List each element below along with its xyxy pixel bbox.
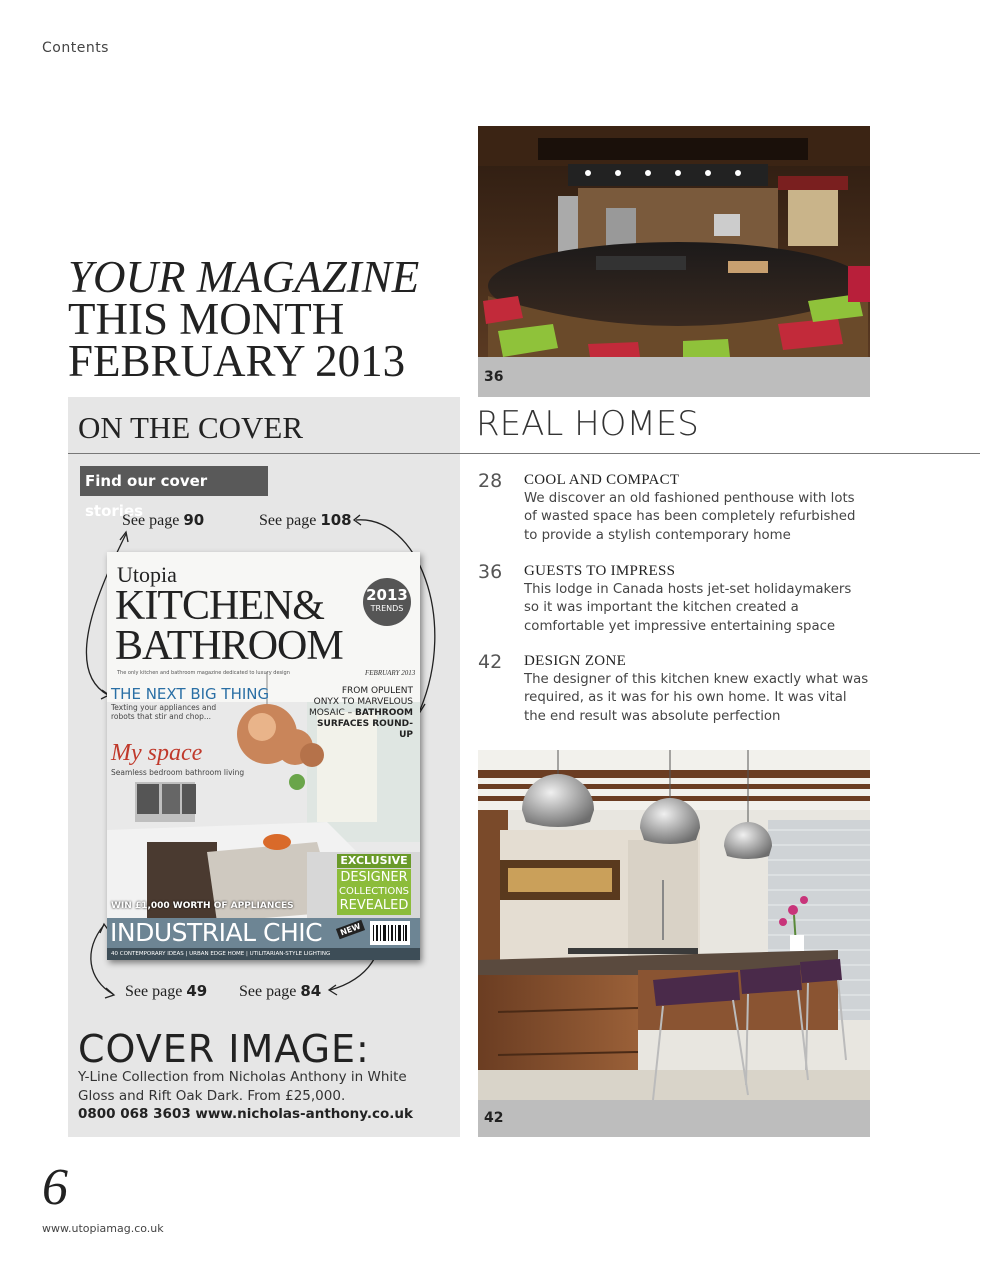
website-url[interactable]: www.utopiamag.co.uk xyxy=(42,1222,164,1235)
magazine-issue: FEBRUARY 2013 xyxy=(365,669,416,677)
headline-line-1: YOUR MAGAZINE xyxy=(68,252,420,302)
feature-photo-lodge-kitchen[interactable] xyxy=(478,126,870,357)
see-page-number: 49 xyxy=(186,982,208,1000)
cover-image-description: Y-Line Collection from Nicholas Anthony in White Gloss and Rift Oak Dark. From £25,000. xyxy=(78,1069,407,1104)
next-big-thing-headline: THE NEXT BIG THING xyxy=(111,685,270,703)
next-big-sub-line-2: robots that stir and chop... xyxy=(111,712,211,721)
designer-line-3: REVEALED xyxy=(339,898,409,913)
designer-line-2: COLLECTIONS xyxy=(338,886,410,897)
opulent-line-1: FROM OPULENT xyxy=(341,686,413,696)
toc-description: This lodge in Canada hosts jet-set holidaymakers so it was important the kitchen created a comfortable yet impressive entertaining space xyxy=(524,582,852,634)
feature-photo-design-zone-kitchen[interactable] xyxy=(478,750,870,1100)
industrial-chic-headline: INDUSTRIAL CHIC xyxy=(110,918,323,947)
headline-line-3: FEBRUARY 2013 xyxy=(68,336,406,386)
designer-collections-coverline xyxy=(337,869,411,915)
magazine-cover-thumbnail[interactable] xyxy=(107,552,420,960)
barcode-lines xyxy=(370,921,410,945)
page-headline xyxy=(68,252,420,386)
trends-badge xyxy=(363,578,411,626)
see-page-prefix: See page xyxy=(125,983,183,1000)
toc-item-design-zone[interactable] xyxy=(478,651,868,731)
cover-bottom-strip: 40 CONTEMPORARY IDEAS | URBAN EDGE HOME | UTILITARIAN-STYLE LIGHTING xyxy=(107,948,420,960)
opulent-line-3b: BATHROOM xyxy=(355,708,413,718)
toc-item-guests-to-impress[interactable] xyxy=(478,561,868,641)
cover-image-contact: 0800 068 3603 www.nicholas-anthony.co.uk xyxy=(78,1106,413,1122)
toc-title: GUESTS TO IMPRESS xyxy=(524,563,676,579)
opulent-line-3a: MOSAIC – xyxy=(308,708,355,718)
toc-page-number: 42 xyxy=(478,651,503,673)
see-page-number: 108 xyxy=(320,511,352,529)
badge-year: 2013 xyxy=(366,586,408,604)
see-page-number: 90 xyxy=(183,511,205,529)
badge-label: TRENDS xyxy=(370,604,404,613)
page-number: 6 xyxy=(42,1159,68,1216)
see-page-number: 84 xyxy=(300,982,322,1000)
lodge-kitchen-image xyxy=(478,126,870,357)
toc-page-number: 28 xyxy=(478,470,503,492)
next-big-sub-line-1: Texting your appliances and xyxy=(111,703,217,712)
exclusive-badge: EXCLUSIVE xyxy=(337,854,411,868)
toc-description: We discover an old fashioned penthouse with lots of wasted space has been completely refurbished to provide a stylish contemporary home xyxy=(524,491,856,543)
toc-title: COOL AND COMPACT xyxy=(524,472,680,488)
barcode xyxy=(370,921,410,945)
section-label: Contents xyxy=(42,40,109,56)
magazine-title-line-2: BATHROOM xyxy=(115,623,343,669)
photo-page-ref-42: 42 xyxy=(478,1100,870,1137)
magazine-brand: Utopia xyxy=(117,562,177,587)
real-homes-heading: REAL HOMES xyxy=(476,404,699,444)
magazine-tagline: The only kitchen and bathroom magazine dedicated to luxury design xyxy=(117,670,290,676)
designer-line-1: DESIGNER xyxy=(340,870,408,885)
find-cover-stories-label: Find our cover stories xyxy=(80,466,268,496)
my-space-sub: Seamless bedroom bathroom living xyxy=(111,768,245,777)
see-page-prefix: See page xyxy=(259,512,317,529)
magazine-title-line-1: KITCHEN& xyxy=(115,583,324,629)
toc-page-number: 36 xyxy=(478,561,503,583)
design-zone-kitchen-image xyxy=(478,750,870,1100)
opulent-line-2: ONYX TO MARVELOUS xyxy=(313,697,413,707)
my-space-headline: My space xyxy=(111,740,203,766)
next-big-thing-sub xyxy=(111,703,216,721)
new-badge: NEW xyxy=(336,920,365,940)
opulent-line-4: SURFACES ROUND-UP xyxy=(317,719,413,740)
win-appliances-coverline: WIN £1,000 WORTH OF APPLIANCES xyxy=(111,901,294,911)
toc-item-cool-and-compact[interactable] xyxy=(478,470,868,550)
see-page-prefix: See page xyxy=(239,983,297,1000)
toc-title: DESIGN ZONE xyxy=(524,653,627,669)
photo-page-ref-36: 36 xyxy=(478,357,870,397)
arrow-head xyxy=(329,985,337,995)
toc-description: The designer of this kitchen knew exactly what was required, as it was for his own home. It was vital the end result was absolute perfection xyxy=(524,672,869,724)
on-the-cover-heading: ON THE COVER xyxy=(78,410,304,445)
headline-line-2: THIS MONTH xyxy=(68,294,345,344)
bathroom-surfaces-coverline xyxy=(305,686,413,741)
section-divider xyxy=(68,453,980,454)
cover-image-heading: COVER IMAGE: xyxy=(78,1027,370,1071)
opulent-line-3 xyxy=(305,708,413,719)
see-page-prefix: See page xyxy=(122,512,180,529)
